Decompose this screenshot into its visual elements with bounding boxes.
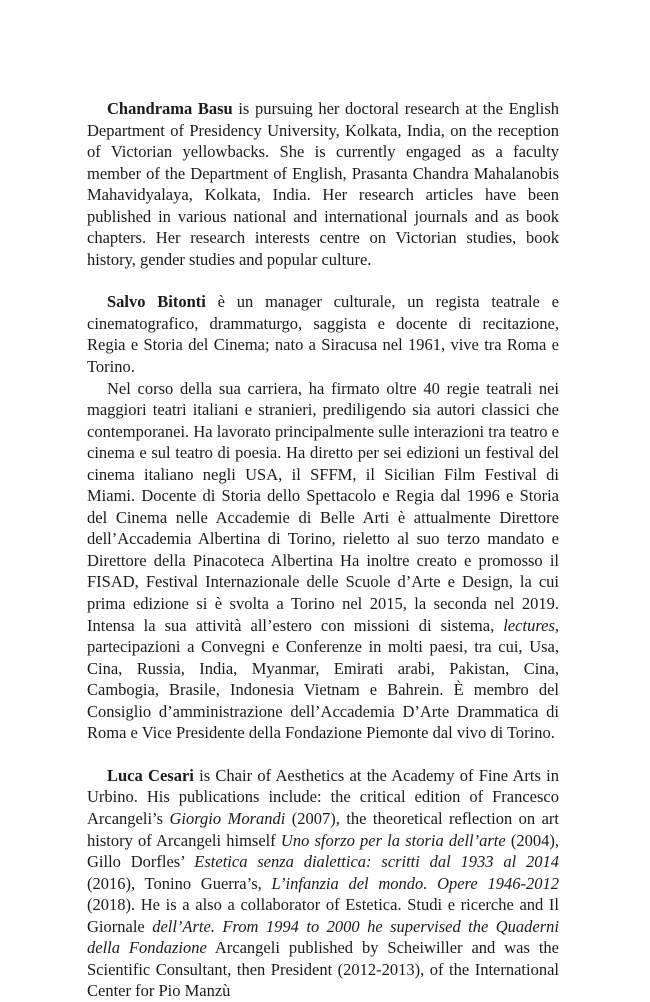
bio-text: is pursuing her doctoral research at the English Department of Presidency University, Kolkata, India, on the reception of Victorian yellowbacks. She is currently engaged as a faculty member of the Department of English, Prasanta Chandra Mahalanobis Mahavidyalaya, Kolkata, India. Her research articles have been published in various national and international journals and as book chapters. Her research interests centre on Victorian studies, book history, gender studies and popular culture. — [87, 99, 559, 269]
bio-name: Luca Cesari — [107, 765, 194, 785]
bio-text: , partecipazioni a Convegni e Conferenze in molti paesi, tra cui, Usa, Cina, Russia, India, Myanmar, Emirati arabi, Pakistan, Cina, Cambogia, Brasile, Indonesia Vietnam e Bahrein. È membro del Consiglio d’amministrazione dell’Accademia D’Arte Drammatica di Roma e Vice Presidente della Fondazione Piemonte dal vivo di Torino. — [87, 615, 559, 743]
bio-text: Nel corso della sua carriera, ha firmato oltre 40 regie teatrali nei maggiori teatri italiani e stranieri, prediligendo sia autori classici che contemporanei. Ha lavorato principalmente sulle interazioni tra teatro e cinema e sul teatro di poesia. Ha diretto per sei edizioni un festival del cinema italiano negli USA, il SFFM, il Sicilian Film Festival di Miami. Docente di Storia dello Spettacolo e Regia dal 1996 e Storia del Cinema nelle Accademie di Belle Arti è attualmente Direttore dell’Accademia Albertina di Torino, rieletto al suo terzo mandato e Direttore della Pinacoteca Albertina Ha inoltre creato e promosso il FISAD, Festival Internazionale delle Scuole d’Arte e Design, la cui prima edizione si è svolta a Torino nel 2015, la seconda nel 2019. Intensa la sua attività all’estero con missioni di sistema, — [87, 378, 559, 635]
bio-italic: L’infanzia del mondo. Opere 1946-2012 — [271, 873, 559, 893]
bio-text: (2007), the theoretical reflection on art history of Arcangeli himself — [87, 808, 559, 850]
bio-text: (2004), Gillo Dorfles’ — [87, 830, 559, 872]
bio-bitonti — [87, 291, 559, 377]
page-body — [87, 98, 559, 1002]
bio-text: (2018). He is a also a collaborator of Estetica. Studi e ricerche and Il Giornale — [87, 895, 559, 936]
bio-name: Chandrama Basu — [107, 99, 233, 118]
bio-italic: dell’Arte. From 1994 to 2000 he supervised the Quaderni della Fondazione — [87, 916, 559, 958]
bio-text: (2016), Tonino Guerra’s, — [87, 873, 272, 893]
bio-text: Arcangeli published by Scheiwiller and was the Scientific Consultant, then President (2012-2013), of the International Center for Pio Manzù — [87, 938, 559, 1001]
bio-text: is Chair of Aesthetics at the Academy of Fine Arts in Urbino. His publications include: the critical edition of Francesco Arcangeli’s — [87, 765, 559, 828]
bio-italic: Uno sforzo per la storia dell’arte — [280, 830, 506, 850]
bio-name: Salvo Bitonti — [107, 292, 206, 312]
bio-italic: Giorgio Morandi — [169, 808, 286, 828]
bio-italic: lectures — [503, 615, 555, 635]
bio-cesari — [87, 765, 559, 1002]
bio-text: è un manager culturale, un regista teatrale e cinematografico, drammaturgo, saggista e docente di recitazione, Regia e Storia del Cinema; nato a Siracusa nel 1961, vive tra Roma e Torino. — [87, 292, 559, 377]
bio-italic: Estetica senza dialettica: scritti dal 1933 al 2014 — [194, 852, 559, 872]
bio-basu — [87, 98, 559, 270]
bio-bitonti-continued — [87, 378, 559, 744]
